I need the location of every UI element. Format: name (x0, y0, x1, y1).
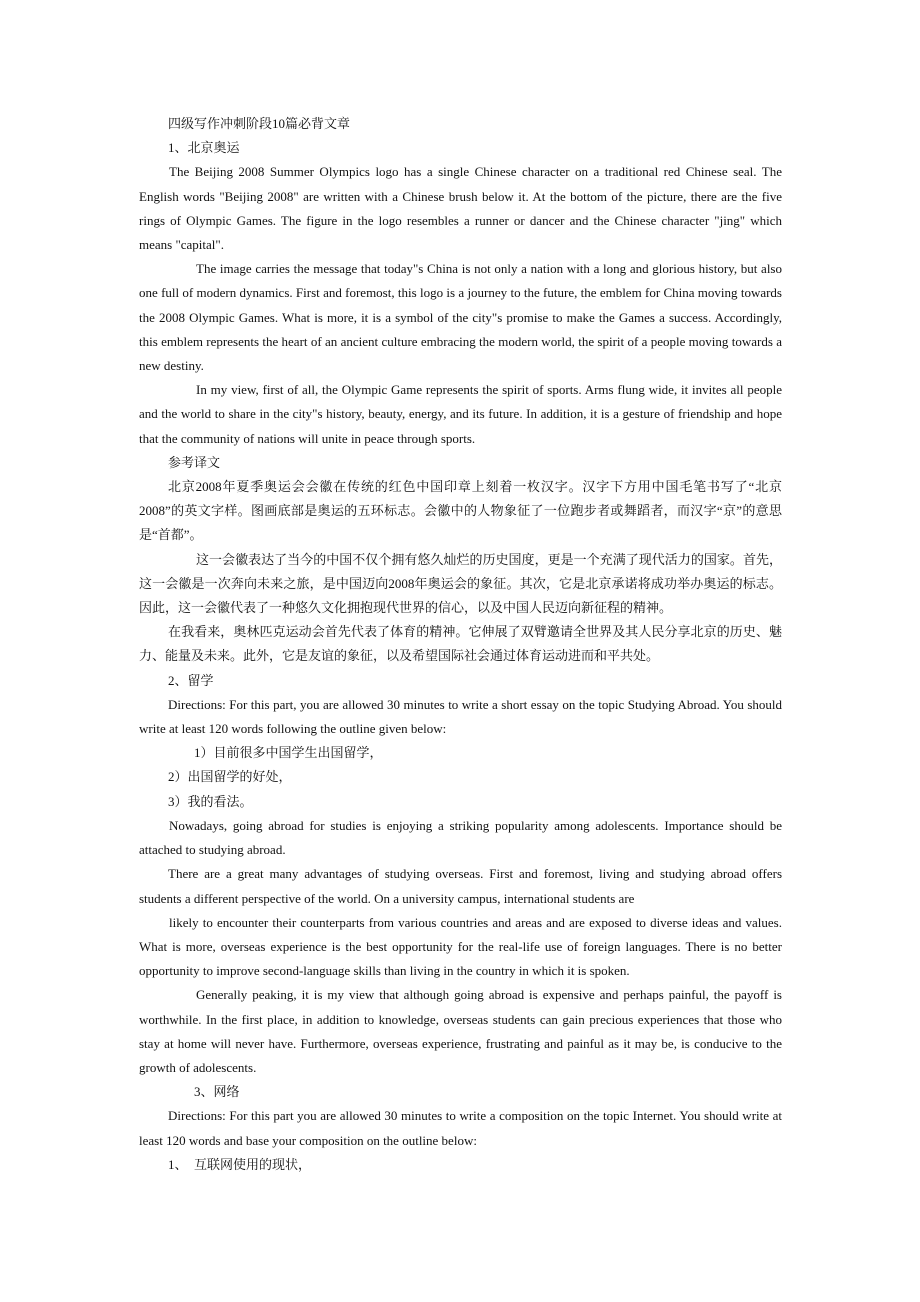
document-body (139, 112, 782, 1177)
paragraph: There are a great many advantages of studying overseas. First and foremost, living and studying abroad offers students a different perspective of the world. On a university campus, international students are (139, 866, 782, 906)
directions-text: Directions: For this part, you are allowed 30 minutes to write a short essay on the topic Studying Abroad. You should write at least 120 words following the outline given below: (139, 696, 782, 737)
paragraph: Nowadays, going abroad for studies is enjoying a striking popularity among adolescents. Importance should be attached to studying abroad. (139, 817, 782, 858)
paragraph: The image carries the message that today"s China is not only a nation with a long and glorious history, but also one full of modern dynamics. First and foremost, this logo is a journey to the future, the emblem for China moving towards the 2008 Olympic Games. What is more, it is a symbol of the city"s promise to make the Games a success. Accordingly, this emblem represents the heart of an ancient culture embracing the modern world, the spirit of a people moving towards a new destiny. (139, 261, 782, 374)
directions-text: Directions: For this part you are allowed 30 minutes to write a composition on the topic Internet. You should write at least 120 words and base your composition on the outline below: (139, 1108, 782, 1148)
section-heading-study-abroad: 2、留学 (168, 672, 214, 688)
section-heading-internet: 3、网络 (194, 1084, 240, 1100)
paragraph: 北京2008年夏季奥运会会徽在传统的红色中国印章上刻着一枚汉字。汉字下方用中国毛笔书写了“北京2008”的英文字样。图画底部是奥运的五环标志。会徽中的人物象征了一位跑步者或舞蹈者，而汉字“京”的意思是“首都”。 (139, 479, 782, 543)
paragraph: The Beijing 2008 Summer Olympics logo has a single Chinese character on a traditional red Chinese seal. The English words "Beijing 2008" are written with a Chinese brush below it. At the bottom of the picture, there are the five rings of Olympic Games. The figure in the logo resembles a runner or dancer and the Chinese character "jing" which means "capital". (139, 164, 782, 253)
document-title: 四级写作冲刺阶段10篇必背文章 (168, 116, 351, 131)
outline-item: 1、 互联网使用的现状， (168, 1156, 312, 1172)
paragraph: In my view, first of all, the Olympic Game represents the spirit of sports. Arms flung wide, it invites all people and the world to share in the city"s history, beauty, energy, and its future. In addition, it is a gesture of friendship and hope that the community of nations will unite in peace through sports. (139, 382, 782, 446)
paragraph: 这一会徽表达了当今的中国不仅个拥有悠久灿烂的历史国度，更是一个充满了现代活力的国家。首先，这一会徽是一次奔向未来之旅，是中国迈向2008年奥运会的象征。其次，它是北京承诺将成功举办奥运的标志。因此，这一会徽代表了一种悠久文化拥抱现代世界的信心，以及中国人民迈向新征程的精神。 (139, 551, 782, 616)
reference-translation-heading: 参考译文 (168, 454, 221, 470)
outline-item: 1）目前很多中国学生出国留学， (194, 745, 383, 761)
outline-item: 3）我的看法。 (168, 793, 253, 809)
paragraph: Generally peaking, it is my view that although going abroad is expensive and perhaps painful, the payoff is worthwhile. In the first place, in addition to knowledge, overseas students can gain precious experiences that those who stay at home will never have. Furthermore, overseas experience, frustrating and painful as it may be, is conducive to the growth of adolescents. (139, 987, 782, 1075)
paragraph: likely to encounter their counterparts from various countries and areas and are exposed to diverse ideas and values. What is more, overseas experience is the best opportunity for the real-life use of foreign languages. There is no better opportunity to improve second-language skills than living in the country in which it is spoken. (139, 914, 782, 979)
section-heading-beijing-olympics: 1、北京奥运 (168, 140, 240, 156)
paragraph: 在我看来，奥林匹克运动会首先代表了体育的精神。它伸展了双臂邀请全世界及其人民分享北京的历史、魅力、能量及未来。此外，它是友谊的象征，以及希望国际社会通过体育运动进而和平共处。 (139, 624, 782, 664)
outline-item: 2）出国留学的好处， (168, 769, 292, 785)
